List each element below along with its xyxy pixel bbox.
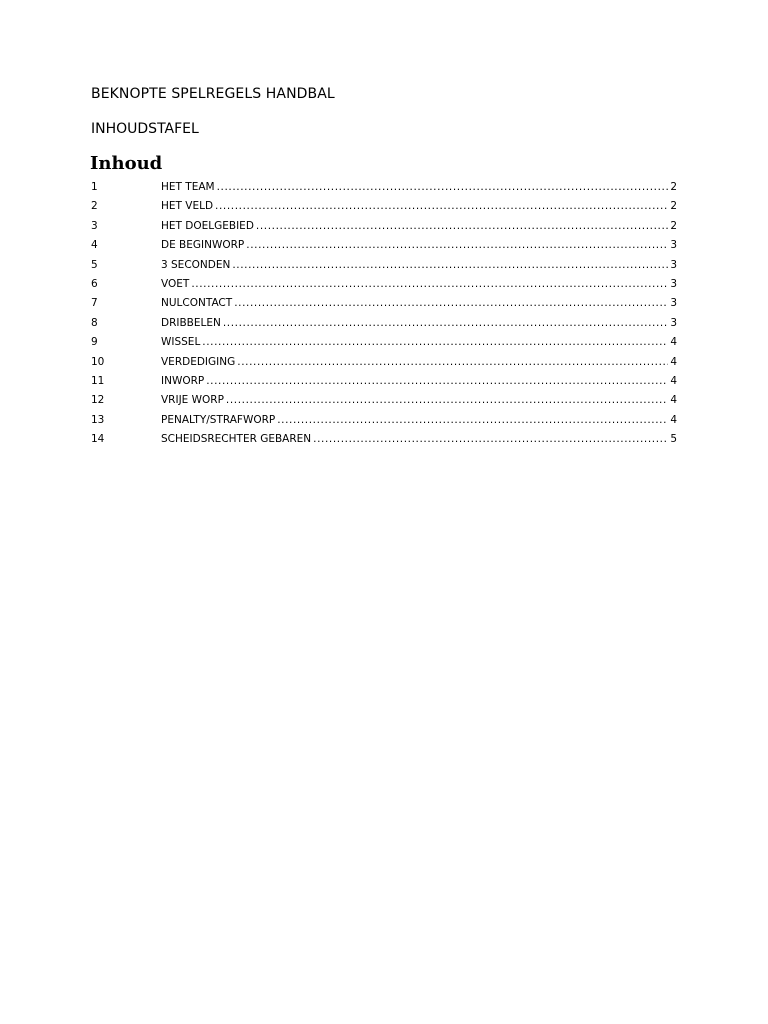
toc-dot-leader bbox=[206, 372, 668, 391]
toc-entry-page[interactable]: 3 bbox=[670, 239, 677, 252]
toc-dot-leader bbox=[246, 236, 668, 255]
toc-entry-13[interactable] bbox=[91, 411, 677, 430]
toc-entry-title[interactable]: PENALTY/STRAFWORP bbox=[161, 413, 276, 426]
toc-entry-9[interactable] bbox=[91, 333, 677, 352]
toc-entry-title[interactable]: HET VELD bbox=[161, 200, 214, 213]
toc-entry-page[interactable]: 4 bbox=[670, 394, 677, 407]
toc-entry-number: 3 bbox=[91, 219, 98, 232]
toc-entry-2[interactable] bbox=[91, 197, 677, 216]
toc-entry-title[interactable]: HET DOELGEBIED bbox=[161, 219, 254, 232]
toc-entry-6[interactable] bbox=[91, 275, 677, 294]
toc-dot-leader bbox=[256, 217, 668, 236]
toc-entry-page[interactable]: 5 bbox=[670, 433, 677, 446]
toc-entry-title[interactable]: WISSEL bbox=[161, 336, 201, 349]
toc-entry-title[interactable]: INWORP bbox=[161, 374, 205, 387]
toc-dot-leader bbox=[223, 314, 668, 333]
toc-dot-leader bbox=[202, 333, 668, 352]
toc-entry-14[interactable] bbox=[91, 430, 677, 449]
toc-entry-title[interactable]: HET TEAM bbox=[161, 181, 215, 193]
toc-entry-number: 8 bbox=[91, 316, 98, 329]
toc-dot-leader bbox=[234, 294, 668, 313]
toc-entry-page[interactable]: 4 bbox=[670, 336, 677, 349]
toc-entry-number: 4 bbox=[91, 239, 98, 252]
toc-entry-title[interactable]: VRIJE WORP bbox=[161, 394, 224, 407]
toc-entry-number: 10 bbox=[91, 355, 105, 368]
toc-entry-number: 5 bbox=[91, 258, 98, 271]
toc-entry-number: 12 bbox=[91, 394, 105, 407]
toc-entry-page[interactable]: 2 bbox=[670, 200, 677, 213]
toc-entry-10[interactable] bbox=[91, 353, 677, 372]
toc-entry-page[interactable]: 4 bbox=[670, 355, 677, 368]
toc-dot-leader bbox=[237, 353, 668, 372]
toc-entry-4[interactable] bbox=[91, 236, 677, 255]
toc-entry-title[interactable]: DE BEGINWORP bbox=[161, 239, 245, 252]
toc-dot-leader bbox=[191, 275, 668, 294]
toc-entry-1[interactable] bbox=[91, 178, 677, 197]
toc-entry-7[interactable] bbox=[91, 294, 677, 313]
toc-entry-page[interactable]: 3 bbox=[670, 277, 677, 290]
toc-entry-page[interactable]: 3 bbox=[670, 297, 677, 310]
toc-entry-number: 14 bbox=[91, 433, 105, 446]
toc-entry-number: 6 bbox=[91, 277, 98, 290]
toc-entry-title[interactable]: 3 SECONDEN bbox=[161, 258, 231, 271]
toc-entry-page[interactable]: 3 bbox=[670, 316, 677, 329]
toc-dot-leader bbox=[215, 197, 668, 216]
toc-dot-leader bbox=[277, 411, 668, 430]
toc-dot-leader bbox=[232, 256, 668, 275]
toc-entry-page[interactable]: 4 bbox=[670, 413, 677, 426]
toc-entry-number: 7 bbox=[91, 297, 98, 310]
toc-entry-page[interactable]: 2 bbox=[670, 181, 677, 193]
toc-entry-number: 1 bbox=[91, 181, 98, 193]
toc-caption: INHOUDSTAFEL bbox=[91, 121, 199, 137]
toc-entry-number: 11 bbox=[91, 374, 105, 387]
toc-dot-leader bbox=[226, 391, 668, 410]
toc-entry-page[interactable]: 4 bbox=[670, 374, 677, 387]
toc-entry-number: 9 bbox=[91, 336, 98, 349]
toc-entry-title[interactable]: VOET bbox=[161, 277, 190, 290]
toc-dot-leader bbox=[313, 430, 668, 449]
toc-entry-number: 13 bbox=[91, 413, 105, 426]
toc-entry-title[interactable]: SCHEIDSRECHTER GEBAREN bbox=[161, 433, 312, 446]
toc-entry-8[interactable] bbox=[91, 314, 677, 333]
toc-entry-12[interactable] bbox=[91, 391, 677, 410]
document-title: BEKNOPTE SPELREGELS HANDBAL bbox=[91, 86, 335, 102]
toc-entry-3[interactable] bbox=[91, 217, 677, 236]
toc-entry-11[interactable] bbox=[91, 372, 677, 391]
table-of-contents bbox=[91, 178, 677, 449]
toc-entry-number: 2 bbox=[91, 200, 98, 213]
toc-entry-title[interactable]: NULCONTACT bbox=[161, 297, 233, 310]
toc-entry-title[interactable]: DRIBBELEN bbox=[161, 316, 221, 329]
toc-entry-page[interactable]: 2 bbox=[670, 219, 677, 232]
toc-dot-leader bbox=[217, 178, 669, 197]
toc-heading: Inhoud bbox=[90, 153, 163, 174]
toc-entry-5[interactable] bbox=[91, 256, 677, 275]
toc-entry-title[interactable]: VERDEDIGING bbox=[161, 355, 236, 368]
toc-entry-page[interactable]: 3 bbox=[670, 258, 677, 271]
